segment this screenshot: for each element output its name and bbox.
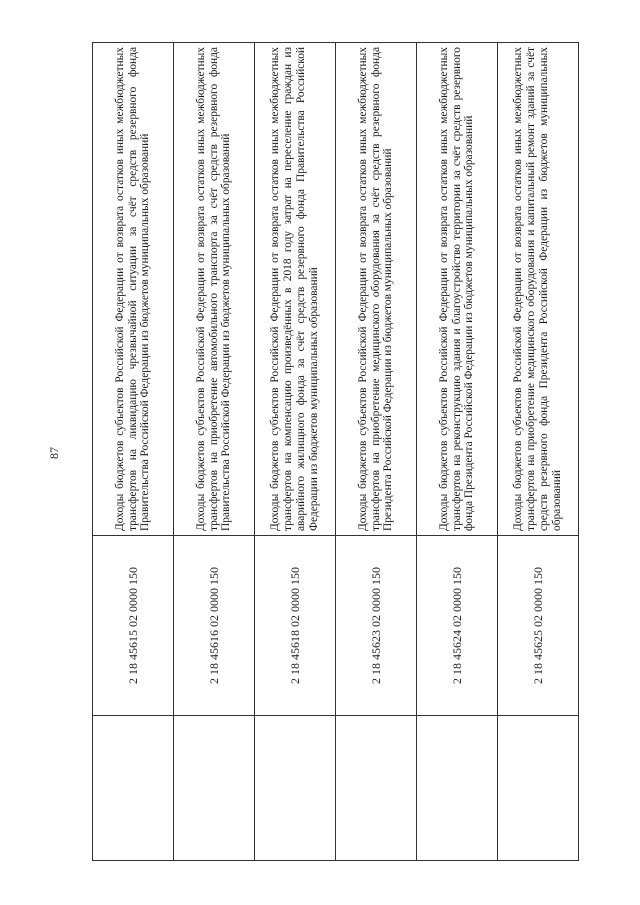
revenue-code-cell: 2 18 45623 02 0000 150: [336, 536, 417, 716]
description-cell: Доходы бюджетов субъектов Российской Федерации от возврата остатков иных межбюджетных трансфертов на приобретение автомобильного транспорта за счёт средств резервного фонда Правительства Российской Федерации из бюджетов муниципальных образований: [174, 43, 255, 536]
revenue-code-cell: 2 18 45624 02 0000 150: [417, 536, 498, 716]
table-row: [417, 43, 498, 861]
table-row: [93, 43, 174, 861]
description-cell: Доходы бюджетов субъектов Российской Федерации от возврата остатков иных межбюджетных трансфертов на приобретение медицинского оборудования за счёт средств резервного фонда Президента Российской Федерации из бюджетов муниципальных образований: [336, 43, 417, 536]
revenue-code-cell: 2 18 45625 02 0000 150: [498, 536, 579, 716]
budget-revenue-table: [92, 42, 579, 861]
table-row: [498, 43, 579, 861]
rotated-table-container: [92, 43, 582, 861]
description-cell: Доходы бюджетов субъектов Российской Федерации от возврата остатков иных межбюджетных трансфертов на компенсацию произведённых в 2018 году затрат на переселение граждан из аварийного жилищного фонда за счёт средств резервного фонда Правительства Российской Федерации из бюджетов муниципальных образований: [255, 43, 336, 536]
table-frame: [92, 43, 582, 861]
description-cell: Доходы бюджетов субъектов Российской Федерации от возврата остатков иных межбюджетных трансфертов на реконструкцию здания и благоустройство территории за счёт средств резервного фонда Президента Российской Федерации из бюджетов муниципальных образований: [417, 43, 498, 536]
admin-code-cell: [93, 716, 174, 861]
description-cell: Доходы бюджетов субъектов Российской Федерации от возврата остатков иных межбюджетных трансфертов на ликвидацию чрезвычайной ситуации за счёт средств резервного фонда Правительства Российской Федерации из бюджетов муниципальных образований: [93, 43, 174, 536]
table-row: [255, 43, 336, 861]
table-row: [174, 43, 255, 861]
page-number: 87: [46, 447, 61, 459]
admin-code-cell: [336, 716, 417, 861]
revenue-code-cell: 2 18 45615 02 0000 150: [93, 536, 174, 716]
admin-code-cell: [255, 716, 336, 861]
table-row: [336, 43, 417, 861]
description-cell: Доходы бюджетов субъектов Российской Федерации от возврата остатков иных межбюджетных трансфертов на приобретение медицинского оборудования и капитальный ремонт зданий за счёт средств резервного фонда Президента Российской Федерации из бюджетов муниципальных образований: [498, 43, 579, 536]
revenue-code-cell: 2 18 45618 02 0000 150: [255, 536, 336, 716]
admin-code-cell: [417, 716, 498, 861]
admin-code-cell: [498, 716, 579, 861]
revenue-code-cell: 2 18 45616 02 0000 150: [174, 536, 255, 716]
admin-code-cell: [174, 716, 255, 861]
